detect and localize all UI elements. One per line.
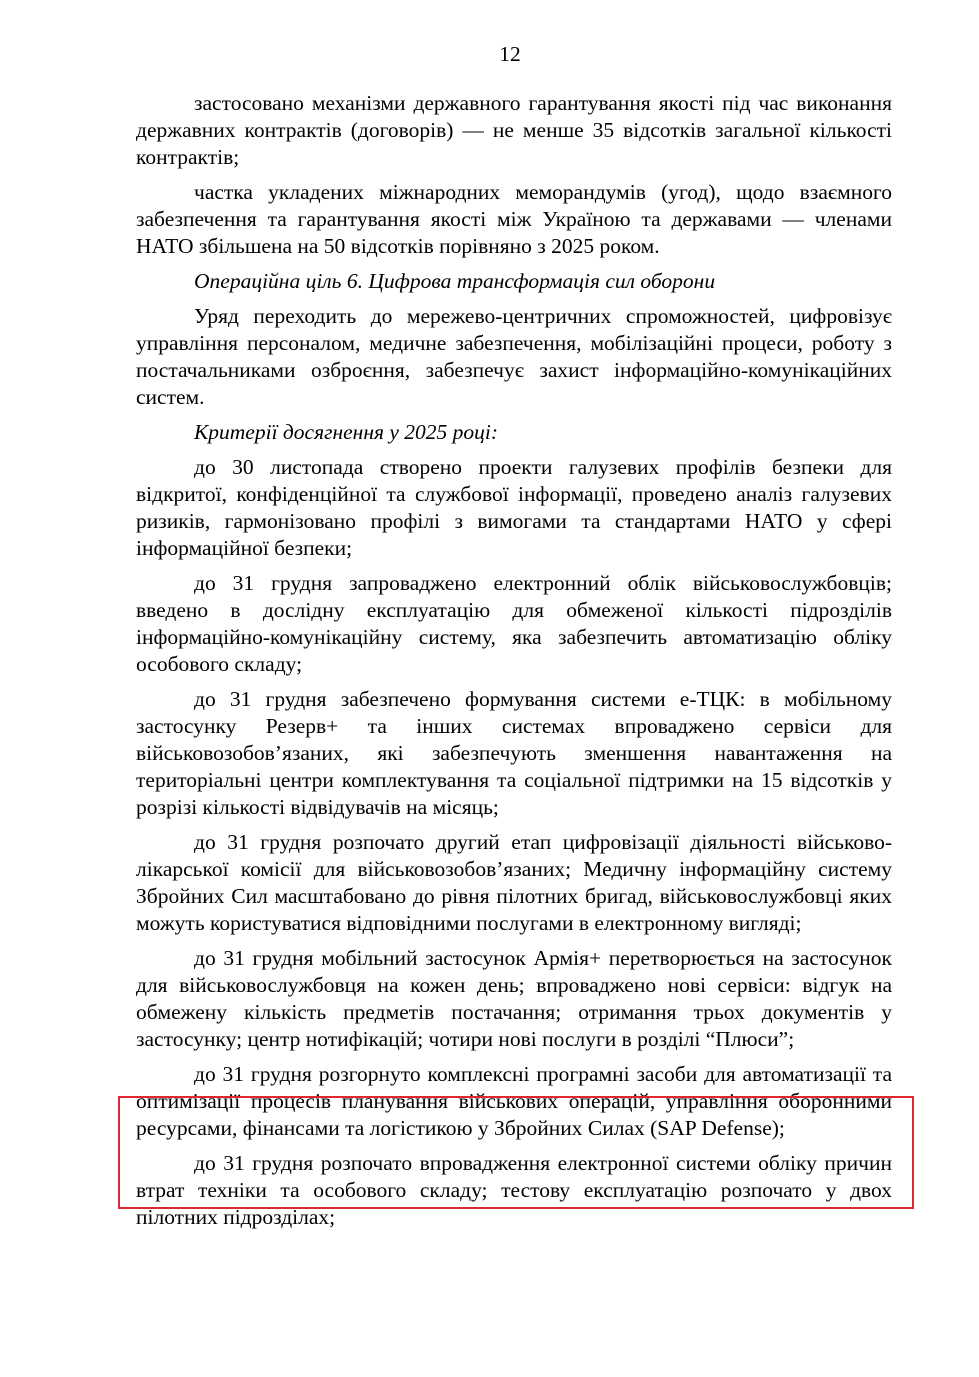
paragraph-sap-defense: до 31 грудня розгорнуто комплексні програмні засоби для автоматизації та оптимізації процесів планування військових операцій, управління оборонними ресурсами, фінансами та логістикою у Збройних Силах (SAP Defense); [136, 1062, 892, 1140]
paragraph-government-network: Уряд переходить до мережево-центричних спроможностей, цифровізує управління персоналом, медичне забезпечення, мобілізаційні процеси, роботу з постачальниками озброєння, забезпечує захист інформаційно-комунікаційних систем. [136, 304, 892, 409]
paragraph-nato-memoranda: частка укладених міжнародних меморандумів (угод), щодо взаємного забезпечення та гарантування якості між Україною та державами — членами НАТО збільшена на 50 відсотків порівняно з 2025 роком. [136, 180, 892, 258]
paragraph-electronic-accounting: до 31 грудня запроваджено електронний облік військовослужбовців; введено в дослідну експлуатацію для обмеженої кількості підрозділів інформаційно-комунікаційну систему, яка забезпечить автоматизацію обліку особового складу; [136, 571, 892, 676]
page-number: 12 [499, 42, 521, 66]
paragraph-medical-commission: до 31 грудня розпочато другий етап цифровізації діяльності військово-лікарської комісії для військовозобов’язаних; Медичну інформаційну систему Збройних Сил масштабовано до рівня пілотних бригад, військовослужбовці яких можуть користуватися відповідними послугами в електронному вигляді; [136, 830, 892, 935]
paragraph-army-plus: до 31 грудня мобільний застосунок Армія+ перетворюється на застосунок для військовослужбовця на кожен день; впроваджено нові сервіси: відгук на обмежену кількість предметів постачання; отримання трьох документів у застосунку; центр нотифікацій; чотири нові послуги в розділі “Плюси”; [136, 946, 892, 1051]
paragraph-quality-contracts: застосовано механізми державного гарантування якості під час виконання державних контрактів (договорів) — не менше 35 відсотків загальної кількості контрактів; [136, 91, 892, 169]
paragraph-loss-accounting: до 31 грудня розпочато впровадження електронної системи обліку причин втрат техніки та особового складу; тестову експлуатацію розпочато у двох пілотних підрозділах; [136, 1151, 892, 1229]
criteria-heading: Критерії досягнення у 2025 році: [194, 420, 499, 444]
paragraph-e-tck: до 31 грудня забезпечено формування системи е-ТЦК: в мобільному застосунку Резерв+ та інших системах впроваджено сервіси для військовозобов’язаних, які забезпечують зменшення навантаження на територіальні центри комплектування та соціальної підтримки на 15 відсотків у розрізі кількості відвідувачів на місяць; [136, 687, 892, 819]
section-heading-goal-6: Операційна ціль 6. Цифрова трансформація сил оборони [194, 269, 716, 293]
document-body [136, 90, 892, 1239]
paragraph-security-profiles: до 30 листопада створено проекти галузевих профілів безпеки для відкритої, конфіденційної та службової інформації, проведено аналіз галузевих ризиків, гармонізовано профілі з вимогами та стандартами НАТО у сфері інформаційної безпеки; [136, 455, 892, 560]
